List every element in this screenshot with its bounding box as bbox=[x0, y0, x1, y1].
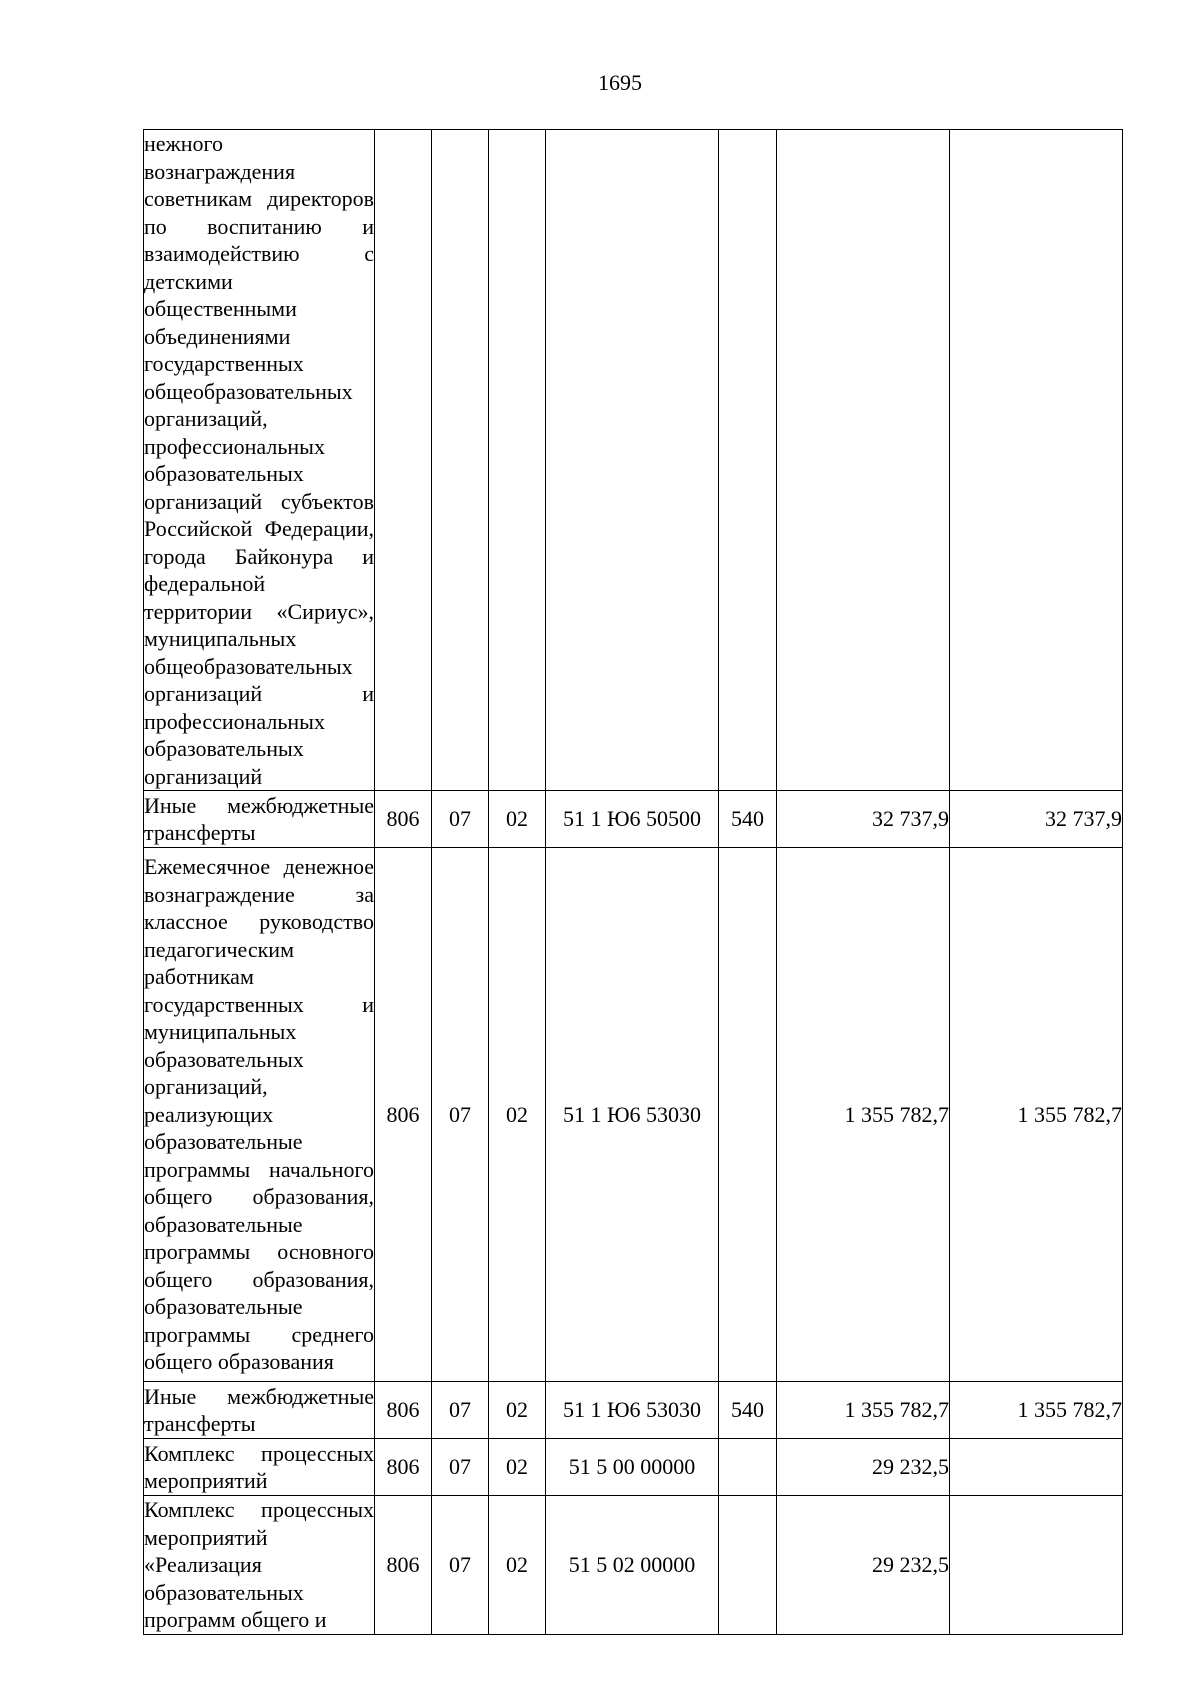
subsection-code: 02 bbox=[489, 848, 546, 1382]
subsection-code: 02 bbox=[489, 791, 546, 848]
table-row bbox=[144, 1382, 1123, 1439]
subsection-code: 02 bbox=[489, 1439, 546, 1496]
row-name: Комплекс процессных мероприятий «Реализация образовательных программ общего и bbox=[144, 1497, 374, 1632]
subsection-code: 02 bbox=[489, 1496, 546, 1635]
target-article: 51 1 Ю6 53030 bbox=[546, 1382, 719, 1439]
ministry-code bbox=[375, 130, 432, 791]
section-code: 07 bbox=[432, 791, 489, 848]
amount-year-2: 32 737,9 bbox=[950, 791, 1123, 848]
expense-type bbox=[719, 130, 777, 791]
ministry-code: 806 bbox=[375, 1496, 432, 1635]
amount-year-2 bbox=[950, 1496, 1123, 1635]
target-article: 51 1 Ю6 53030 bbox=[546, 848, 719, 1382]
amount-year-1: 29 232,5 bbox=[777, 1496, 950, 1635]
amount-year-2: 1 355 782,7 bbox=[950, 1382, 1123, 1439]
amount-year-2 bbox=[950, 130, 1123, 791]
expense-type: 540 bbox=[719, 1382, 777, 1439]
amount-year-1: 1 355 782,7 bbox=[777, 1382, 950, 1439]
table-row bbox=[144, 1496, 1123, 1635]
target-article: 51 1 Ю6 50500 bbox=[546, 791, 719, 848]
ministry-code: 806 bbox=[375, 1439, 432, 1496]
expense-type: 540 bbox=[719, 791, 777, 848]
expense-type bbox=[719, 1439, 777, 1496]
amount-year-1: 1 355 782,7 bbox=[777, 848, 950, 1382]
row-name: нежного вознаграждения советникам директоров по воспитанию и взаимодействию с детскими общественными объединениями государственных общеобразовательных организаций, профессиональных образовательных организаций субъектов Российской Федерации, города Байконура и федеральной территории «Сириус», муниципальных общеобразовательных организаций и профессиональных образовательных организаций bbox=[144, 131, 374, 789]
target-article bbox=[546, 130, 719, 791]
budget-table bbox=[143, 129, 1123, 1635]
ministry-code: 806 bbox=[375, 848, 432, 1382]
target-article: 51 5 02 00000 bbox=[546, 1496, 719, 1635]
row-name: Комплекс процессных мероприятий bbox=[144, 1439, 375, 1496]
target-article: 51 5 00 00000 bbox=[546, 1439, 719, 1496]
table-row bbox=[144, 1439, 1123, 1496]
ministry-code: 806 bbox=[375, 791, 432, 848]
amount-year-1 bbox=[777, 130, 950, 791]
section-code: 07 bbox=[432, 1439, 489, 1496]
expense-type bbox=[719, 1496, 777, 1635]
amount-year-2: 1 355 782,7 bbox=[950, 848, 1123, 1382]
table-row bbox=[144, 848, 1123, 1382]
amount-year-2 bbox=[950, 1439, 1123, 1496]
section-code bbox=[432, 130, 489, 791]
page-number: 1695 bbox=[598, 70, 642, 95]
row-name: Иные межбюджетные трансферты bbox=[144, 1382, 375, 1439]
amount-year-1: 29 232,5 bbox=[777, 1439, 950, 1496]
section-code: 07 bbox=[432, 848, 489, 1382]
table-row bbox=[144, 791, 1123, 848]
section-code: 07 bbox=[432, 1496, 489, 1635]
expense-type bbox=[719, 848, 777, 1382]
amount-year-1: 32 737,9 bbox=[777, 791, 950, 848]
subsection-code: 02 bbox=[489, 1382, 546, 1439]
section-code: 07 bbox=[432, 1382, 489, 1439]
subsection-code bbox=[489, 130, 546, 791]
row-name: Ежемесячное денежное вознаграждение за классное руководство педагогическим работникам государственных и муниципальных образовательных организаций, реализующих образовательные программы начального общего образования, образовательные программы основного общего образования, образовательные программы среднего общего образования bbox=[144, 848, 375, 1382]
ministry-code: 806 bbox=[375, 1382, 432, 1439]
row-name: Иные межбюджетные трансферты bbox=[144, 791, 375, 848]
table-row bbox=[144, 130, 1123, 791]
